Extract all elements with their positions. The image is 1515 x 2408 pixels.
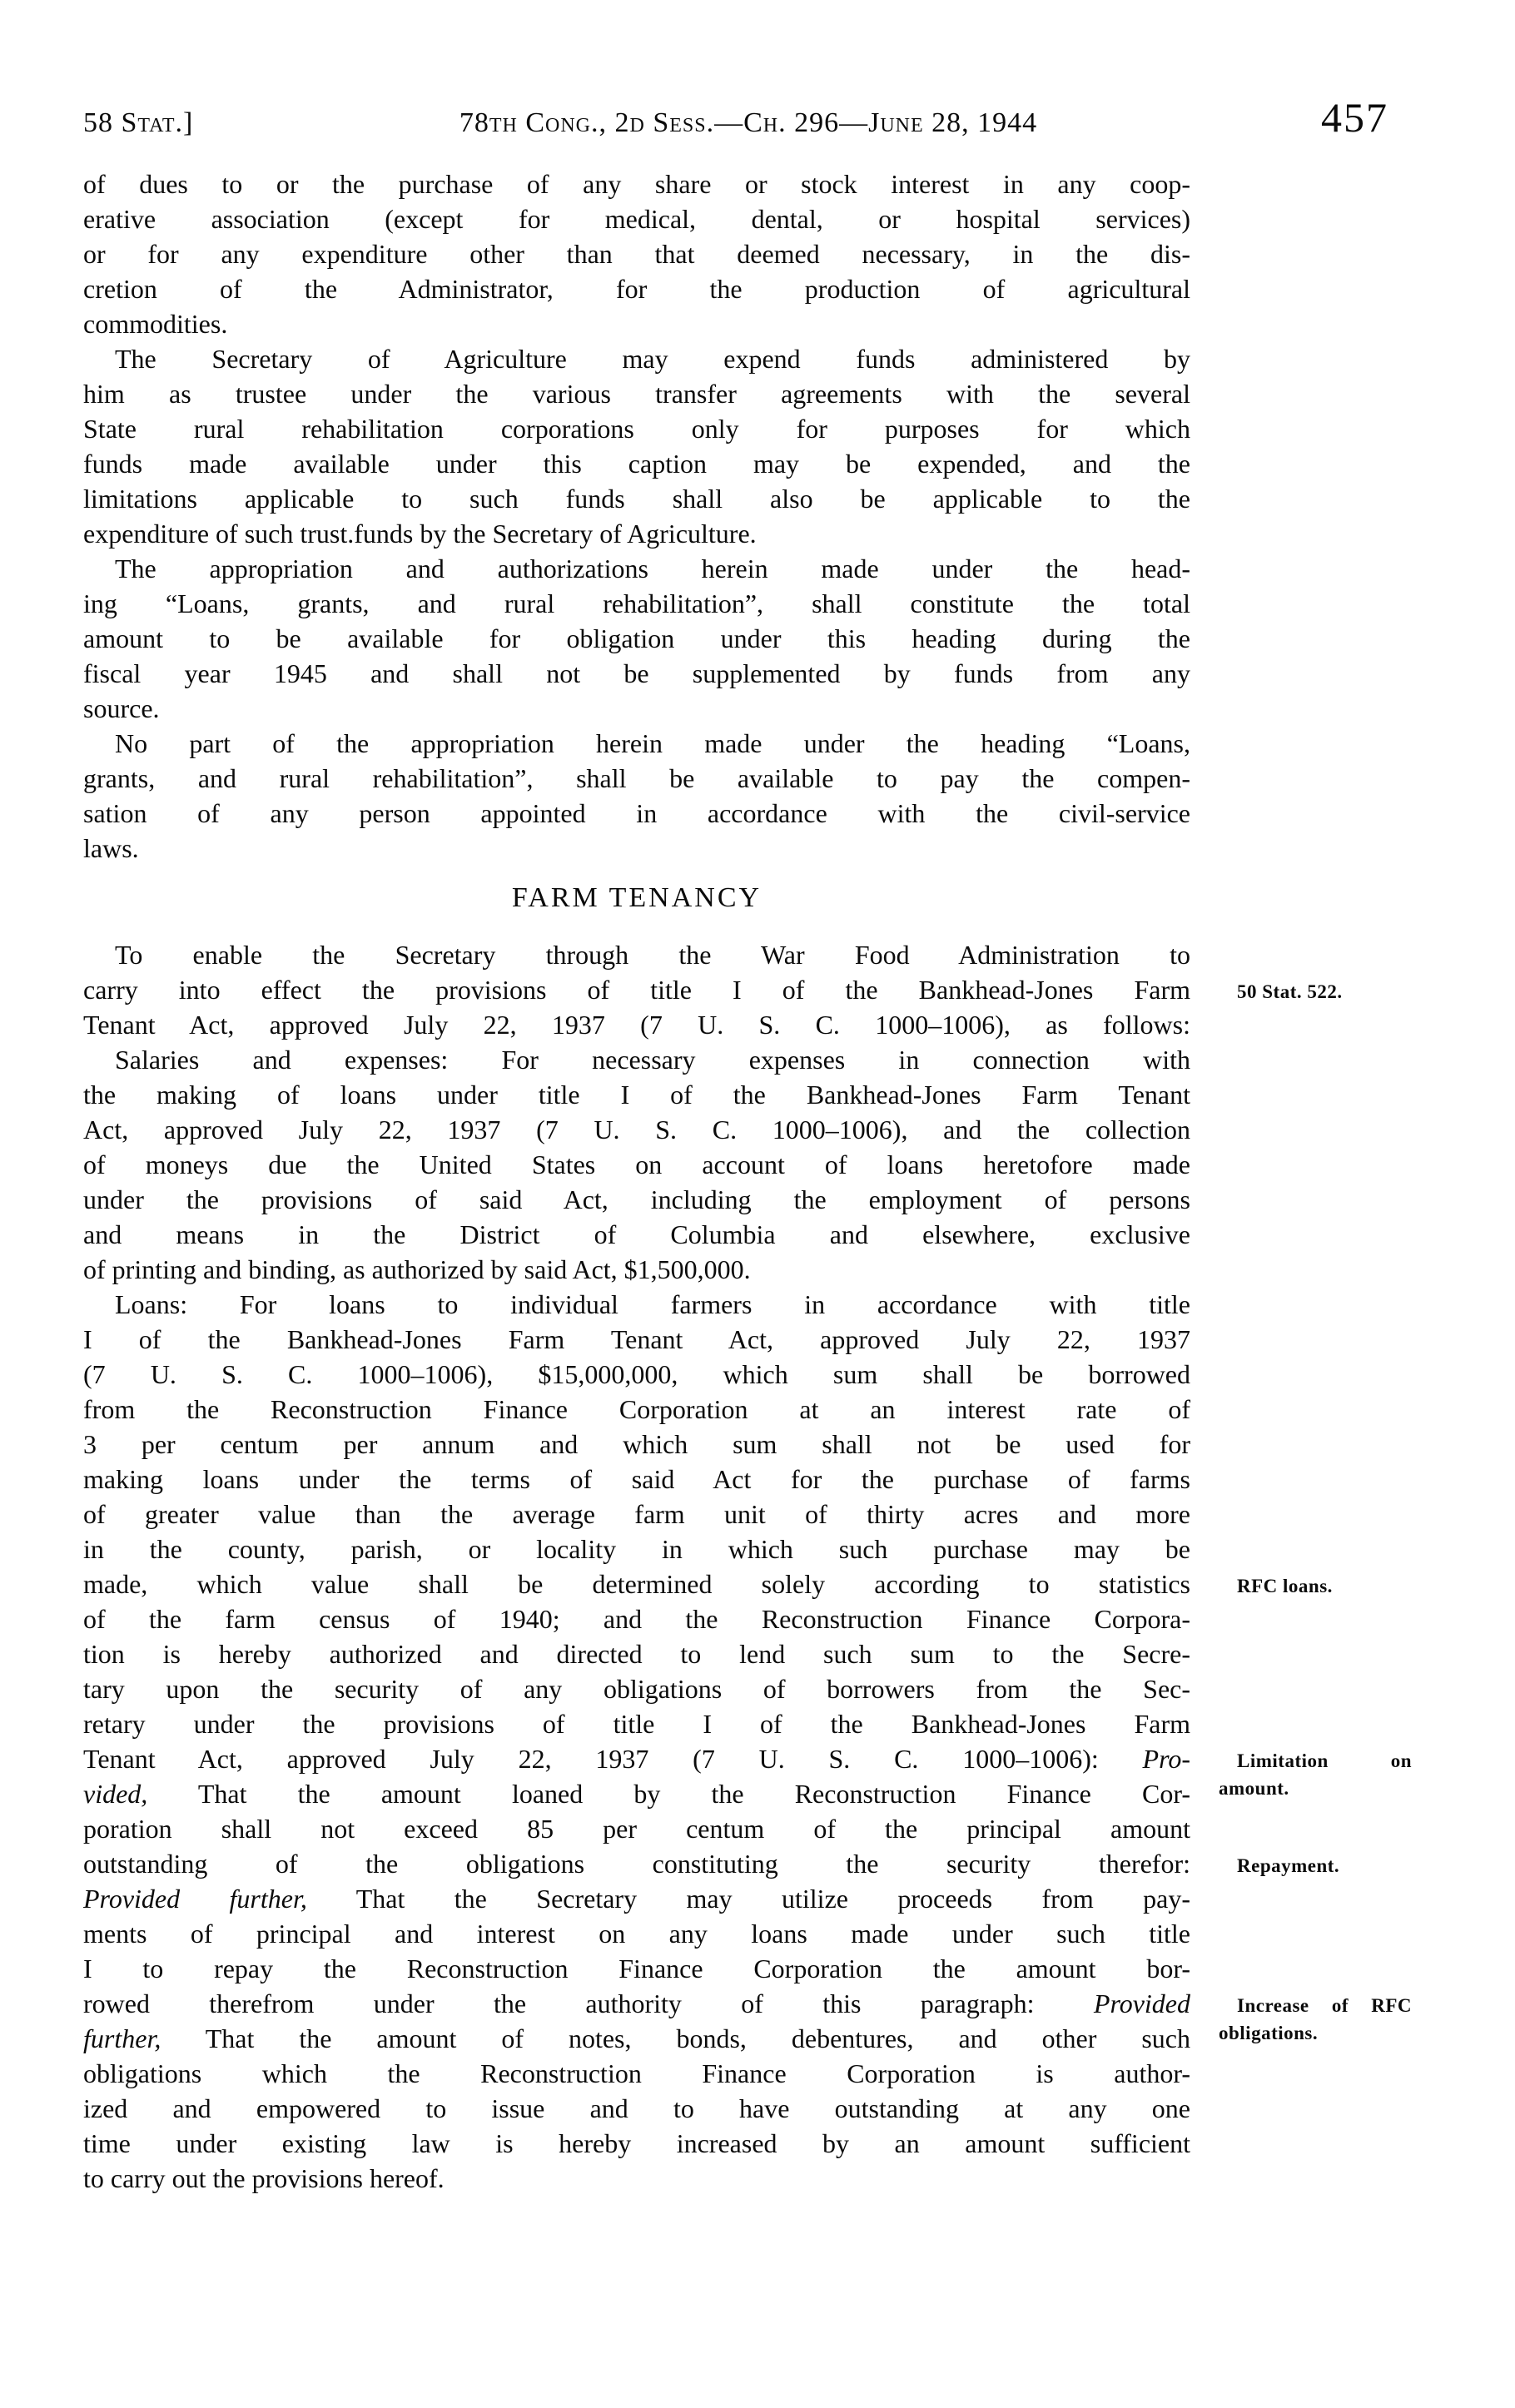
text-line [83, 1252, 1190, 1287]
italic-text: vided, [83, 1779, 148, 1809]
text-line [83, 1916, 1190, 1951]
body-text: I of the Bankhead-Jones Farm Tenant Act, approved July 22, 1937 [83, 1324, 1190, 1354]
text-line [83, 2091, 1190, 2126]
text-line [83, 1532, 1190, 1566]
text-line [83, 1881, 1190, 1916]
text-line [83, 1671, 1190, 1706]
body-text: and means in the District of Columbia and elsewhere, exclusive [83, 1219, 1190, 1249]
text-line [83, 1182, 1190, 1217]
chapter-citation: 78th Cong., 2d Sess.—Ch. 296—June 28, 1944 [459, 107, 1038, 138]
text-line [83, 972, 1190, 1007]
body-text: Tenant Act, approved July 22, 1937 (7 U. S. C. 1000–1006): [83, 1744, 1143, 1774]
paragraph [83, 341, 1190, 551]
text-line [83, 446, 1190, 481]
text-line [83, 516, 1190, 551]
text-line [83, 1811, 1190, 1846]
body-text: obligations which the Reconstruction Finance Corporation is author- [83, 2058, 1190, 2088]
margin-note: 50 Stat. 522. [1237, 981, 1343, 1002]
text-line [83, 937, 1190, 972]
text-line [83, 1322, 1190, 1357]
body-text: under the provisions of said Act, including the employment of persons [83, 1184, 1190, 1214]
body-text: laws. [83, 833, 139, 863]
text-line [83, 586, 1190, 621]
text-line [83, 551, 1190, 586]
body-text: (7 U. S. C. 1000–1006), $15,000,000, which sum shall be borrowed [83, 1359, 1190, 1389]
text-line [83, 656, 1190, 691]
body-text: Act, approved July 22, 1937 (7 U. S. C. 1000–1006), and the collection [83, 1115, 1190, 1144]
body-text: ized and empowered to issue and to have outstanding at any one [83, 2093, 1190, 2123]
body-text: amount to be available for obligation under this heading during the [83, 623, 1190, 653]
text-line [83, 621, 1190, 656]
body-text: That the Secretary may utilize proceeds from pay- [306, 1884, 1191, 1914]
margin-note: Increase of RFC obligations. [1219, 1995, 1412, 2043]
body-text: funds made available under this caption may be expended, and the [83, 449, 1190, 479]
margin-note: RFC loans. [1237, 1576, 1333, 1596]
text-line [83, 1846, 1190, 1881]
text-line [83, 1636, 1190, 1671]
text-line [83, 1462, 1190, 1497]
body-text: of greater value than the average farm unit of thirty acres and more [83, 1499, 1190, 1529]
text-line [83, 2161, 1190, 2196]
text-line [83, 201, 1190, 236]
paragraph [83, 726, 1190, 866]
body-text: erative association (except for medical, dental, or hospital services) [83, 204, 1190, 234]
text-line [83, 2021, 1190, 2056]
text-line [83, 1741, 1190, 1776]
body-text: tion is hereby authorized and directed to lend such sum to the Secre- [83, 1639, 1190, 1669]
body-text: The appropriation and authorizations herein made under the head- [115, 554, 1190, 583]
body-text: Loans: For loans to individual farmers in accordance with title [115, 1289, 1190, 1319]
body-text: ing “Loans, grants, and rural rehabilitation”, shall constitute the total [83, 588, 1190, 618]
text-line [83, 341, 1190, 376]
italic-text: Provided [1093, 1988, 1190, 2018]
body-text: poration shall not exceed 85 per centum of the principal amount [83, 1814, 1190, 1844]
text-line [83, 1357, 1190, 1392]
text-line [83, 166, 1190, 201]
body-text: in the county, parish, or locality in which such purchase may be [83, 1534, 1190, 1564]
margin-note: Limitation on amount. [1219, 1750, 1412, 1799]
body-text: of moneys due the United States on account of loans heretofore made [83, 1149, 1190, 1179]
text-line [83, 831, 1190, 866]
body-text: Tenant Act, approved July 22, 1937 (7 U. S. C. 1000–1006), as follows: [83, 1010, 1190, 1040]
body-text: 3 per centum per annum and which sum shall not be used for [83, 1429, 1190, 1459]
text-line [83, 1497, 1190, 1532]
body-text: expenditure of such trust.funds by the Secretary of Agriculture. [83, 519, 757, 549]
body-text: rowed therefrom under the authority of this paragraph: [83, 1988, 1094, 2018]
paragraph [83, 166, 1190, 341]
paragraph [83, 937, 1190, 1042]
paragraph [83, 551, 1190, 726]
page-number: 457 [1321, 94, 1388, 141]
text-line [83, 761, 1190, 796]
body-text: of the farm census of 1940; and the Reconstruction Finance Corpora- [83, 1604, 1190, 1634]
statute-body-text [83, 166, 1190, 2196]
text-line [83, 1427, 1190, 1462]
text-line [83, 1287, 1190, 1322]
text-line [83, 481, 1190, 516]
text-line [83, 691, 1190, 726]
text-line [83, 1566, 1190, 1601]
body-text: That the amount loaned by the Reconstruction Finance Cor- [147, 1779, 1190, 1809]
text-line [83, 271, 1190, 306]
body-text: No part of the appropriation herein made under the heading “Loans, [115, 728, 1190, 758]
body-text: him as trustee under the various transfer agreements with the several [83, 379, 1190, 409]
text-line [83, 236, 1190, 271]
text-line [83, 376, 1190, 411]
volume-citation: 58 Stat.] [83, 107, 194, 138]
paragraph [83, 1042, 1190, 1287]
body-text: tary upon the security of any obligations of borrowers from the Sec- [83, 1674, 1190, 1704]
paragraph [83, 1287, 1190, 2196]
text-line [83, 1007, 1190, 1042]
body-text: of printing and binding, as authorized by said Act, $1,500,000. [83, 1254, 751, 1284]
body-text: of dues to or the purchase of any share or stock interest in any coop- [83, 169, 1190, 199]
section-heading: FARM TENANCY [511, 882, 762, 913]
body-text: Salaries and expenses: For necessary expenses in connection with [115, 1045, 1190, 1075]
body-text: the making of loans under title I of the Bankhead-Jones Farm Tenant [83, 1080, 1190, 1110]
text-line [83, 2126, 1190, 2161]
text-line [83, 411, 1190, 446]
body-text: or for any expenditure other than that deemed necessary, in the dis- [83, 239, 1190, 269]
body-text: State rural rehabilitation corporations only for purposes for which [83, 414, 1190, 444]
body-text: commodities. [83, 309, 228, 339]
body-text: The Secretary of Agriculture may expend funds administered by [115, 344, 1190, 374]
body-text: from the Reconstruction Finance Corporation at an interest rate of [83, 1394, 1190, 1424]
italic-text: further, [83, 2023, 161, 2053]
body-text: time under existing law is hereby increased by an amount sufficient [83, 2128, 1190, 2158]
italic-text: Provided further, [83, 1884, 307, 1914]
body-text: ments of principal and interest on any loans made under such title [83, 1919, 1190, 1949]
text-line [83, 1112, 1190, 1147]
text-line [83, 796, 1190, 831]
margin-note: Repayment. [1237, 1855, 1340, 1876]
body-text: I to repay the Reconstruction Finance Corporation the amount bor- [83, 1954, 1190, 1983]
body-text: cretion of the Administrator, for the production of agricultural [83, 274, 1190, 304]
body-text: outstanding of the obligations constituting the security therefor: [83, 1849, 1190, 1879]
body-text: source. [83, 693, 160, 723]
body-text: limitations applicable to such funds shall also be applicable to the [83, 484, 1190, 514]
body-text: made, which value shall be determined solely according to statistics [83, 1569, 1190, 1599]
body-text: to carry out the provisions hereof. [83, 2163, 445, 2193]
text-line [83, 1706, 1190, 1741]
text-line [83, 726, 1190, 761]
text-line [83, 1077, 1190, 1112]
text-line [83, 1392, 1190, 1427]
body-text: That the amount of notes, bonds, debentures, and other such [161, 2023, 1190, 2053]
body-text: sation of any person appointed in accordance with the civil-service [83, 798, 1190, 828]
text-line [83, 1776, 1190, 1811]
body-text: making loans under the terms of said Act for the purchase of farms [83, 1464, 1190, 1494]
text-line [83, 306, 1190, 341]
text-line [83, 1951, 1190, 1986]
text-line [83, 1217, 1190, 1252]
text-line [83, 1986, 1190, 2021]
text-line [83, 2056, 1190, 2091]
running-head [83, 93, 1388, 142]
body-text: grants, and rural rehabilitation”, shall be available to pay the compen- [83, 763, 1190, 793]
italic-text: Pro- [1142, 1744, 1190, 1774]
text-line [83, 1042, 1190, 1077]
body-text: fiscal year 1945 and shall not be supplemented by funds from any [83, 658, 1190, 688]
body-text: retary under the provisions of title I of the Bankhead-Jones Farm [83, 1709, 1190, 1739]
body-text: carry into effect the provisions of title I of the Bankhead-Jones Farm [83, 975, 1190, 1005]
body-text: To enable the Secretary through the War Food Administration to [115, 940, 1190, 970]
text-line [83, 1147, 1190, 1182]
text-line [83, 1601, 1190, 1636]
